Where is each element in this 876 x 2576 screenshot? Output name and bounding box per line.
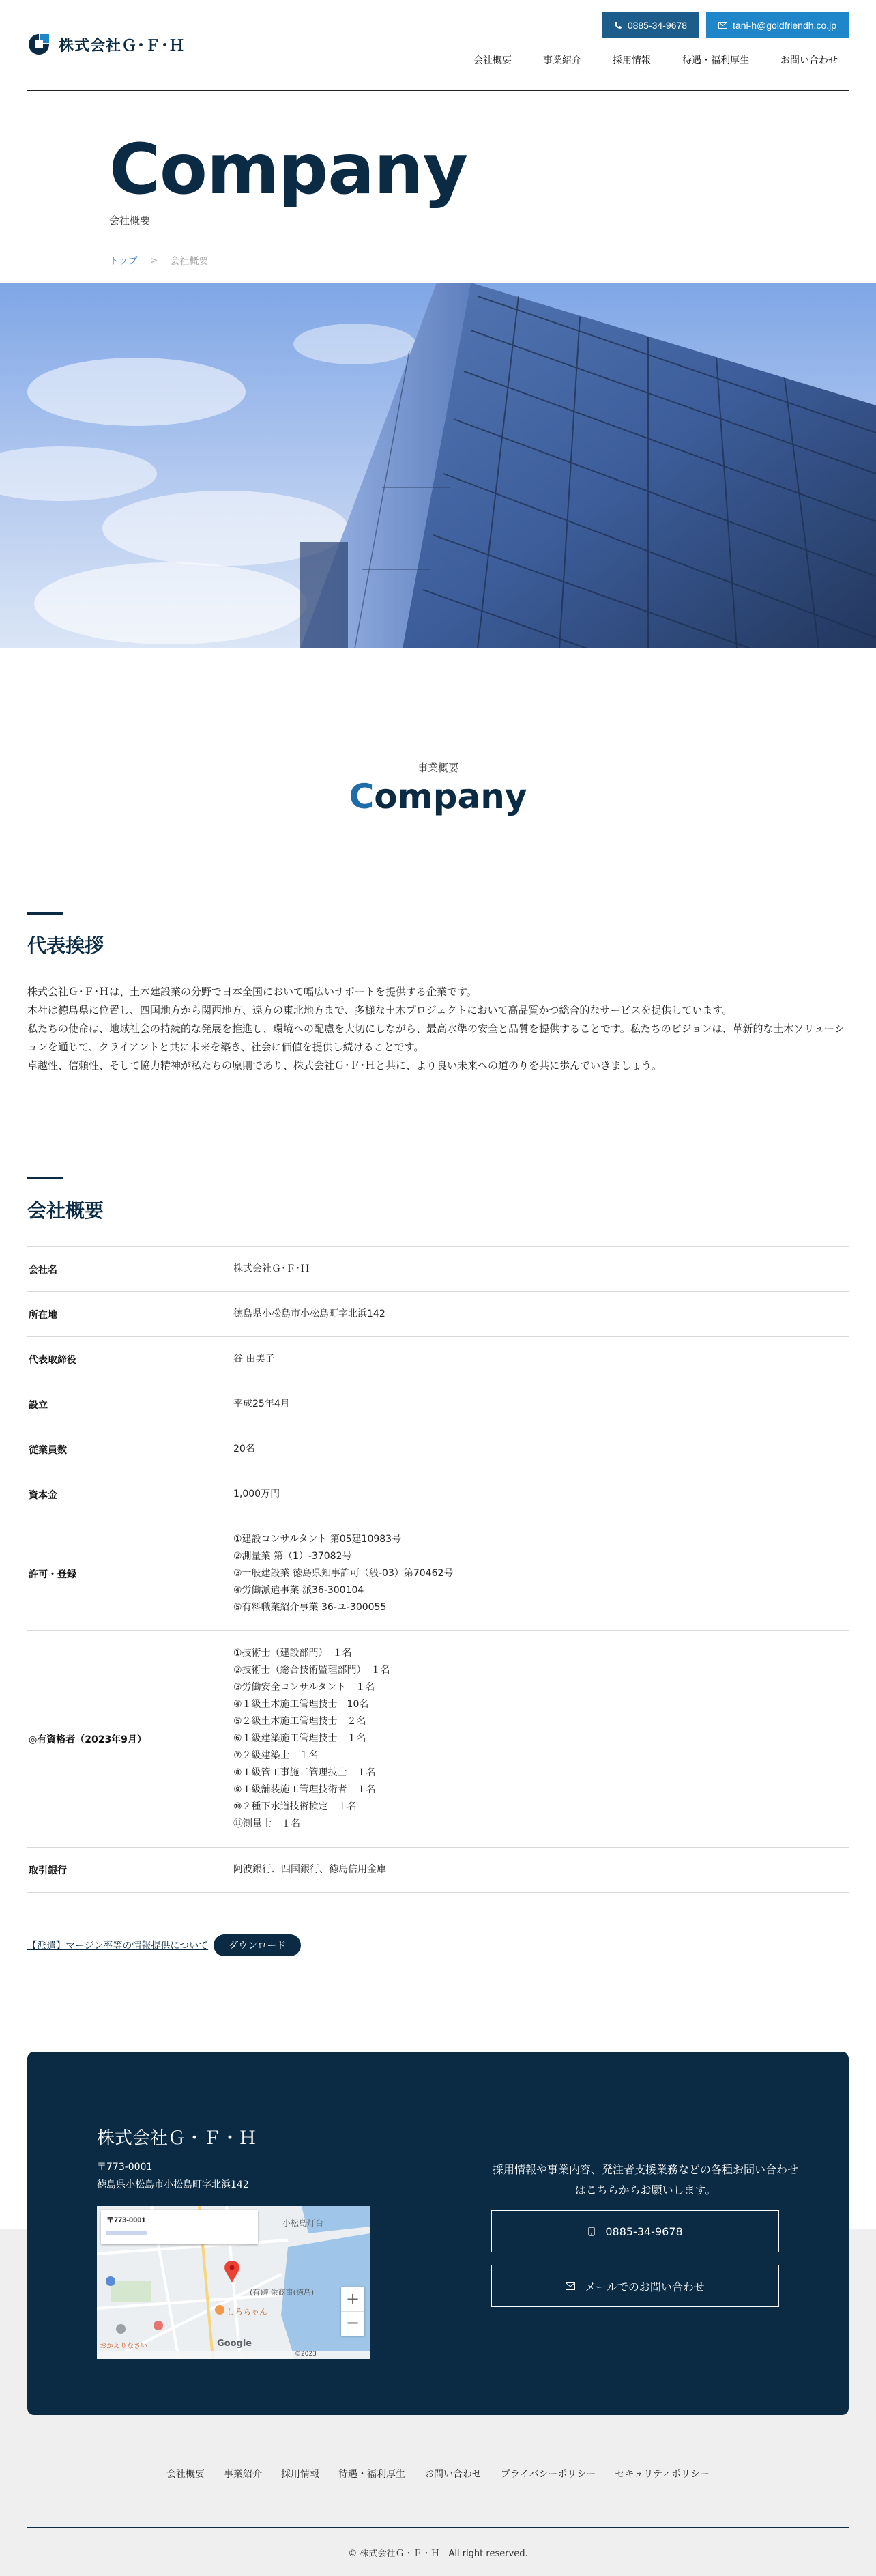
overview-heading: 会社概要 xyxy=(27,1199,104,1222)
qualification-item: ③労働安全コンサルタント １名 xyxy=(233,1682,375,1693)
map-zoom-controls xyxy=(341,2287,364,2336)
greeting-text xyxy=(27,983,853,1075)
hero-building-image xyxy=(0,283,876,648)
nav-item-company[interactable]: 会社概要 xyxy=(473,55,512,66)
row-value: 株式会社Ｇ･Ｆ･Ｈ xyxy=(233,1263,310,1274)
qualification-item: ⑤２級土木施工管理技士 ２名 xyxy=(233,1716,366,1727)
row-label: 取引銀行 xyxy=(29,1865,67,1876)
table-row xyxy=(27,1382,849,1427)
table-row xyxy=(27,1427,849,1472)
footer-address: 徳島県小松島市小松島町字北浜142 xyxy=(97,2179,249,2190)
row-label: 会社名 xyxy=(29,1264,57,1276)
nav-item-recruit[interactable]: 採用情報 xyxy=(613,55,651,66)
header-divider xyxy=(27,90,849,91)
qualification-item: ⑩２種下水道技術検定 １名 xyxy=(233,1801,357,1812)
nav-item-benefits[interactable]: 待遇・福利厚生 xyxy=(682,55,749,66)
row-value: 20名 xyxy=(233,1444,255,1455)
header-mail-label: tani-h@goldfriendh.co.jp xyxy=(733,20,836,31)
table-row-license xyxy=(27,1517,849,1631)
qualification-item: ②技術士（総合技術監理部門） １名 xyxy=(233,1665,390,1676)
greeting-line: 株式会社Ｇ･Ｆ･Ｈは、土木建設業の分野で日本全国において幅広いサポートを提供する企業です。 xyxy=(27,986,477,998)
breadcrumb-home[interactable]: トップ xyxy=(109,256,138,267)
greeting-heading: 代表挨拶 xyxy=(27,934,104,957)
greeting-accent-bar xyxy=(27,912,63,915)
page-subtitle: 会社概要 xyxy=(109,214,151,227)
table-row xyxy=(27,1292,849,1337)
license-item: ③一般建設業 徳島県知事許可（般-03）第70462号 xyxy=(233,1568,454,1579)
row-label: 従業員数 xyxy=(29,1444,67,1456)
row-label: 設立 xyxy=(29,1399,48,1411)
contact-message: 採用情報や事業内容、発注者支援業務などの各種お問い合わせはこちらからお願いします。 xyxy=(492,2163,798,2196)
logo-mark-icon xyxy=(27,33,50,56)
row-value: 徳島県小松島市小松島町字北浜142 xyxy=(233,1308,385,1319)
row-value: 阿波銀行、四国銀行、徳島信用金庫 xyxy=(233,1864,386,1875)
phone-icon xyxy=(587,2227,596,2236)
page-title: Company xyxy=(109,129,468,210)
section-title-rest: ompany xyxy=(374,777,527,816)
qualification-item: ⑥１級建築施工管理技士 １名 xyxy=(233,1733,366,1744)
site-logo[interactable] xyxy=(27,33,185,56)
site-header xyxy=(0,0,876,91)
footer-zip: 〒773-0001 xyxy=(97,2162,153,2173)
footer-nav-company[interactable]: 会社概要 xyxy=(166,2469,205,2480)
contact-tel-button[interactable] xyxy=(491,2210,779,2252)
download-section xyxy=(27,1934,301,1956)
row-value: 1,000万円 xyxy=(233,1489,280,1500)
table-row xyxy=(27,1472,849,1517)
license-item: ②測量業 第（1）-37082号 xyxy=(233,1551,352,1562)
license-item: ④労働派遣事業 派36-300104 xyxy=(233,1585,364,1596)
table-row xyxy=(27,1848,849,1893)
company-overview-table xyxy=(27,1246,849,1893)
map-place-label: おかえりなさい xyxy=(100,2343,147,2350)
section-subtitle: 事業概要 xyxy=(417,762,458,774)
footer-nav-security[interactable]: セキュリティポリシー xyxy=(615,2469,710,2480)
qualification-item: ⑦２級建築士 １名 xyxy=(233,1750,319,1761)
google-logo: Google xyxy=(217,2338,252,2349)
footer-nav-contact[interactable]: お問い合わせ xyxy=(424,2469,482,2480)
map-place-label: しろちゃん xyxy=(227,2307,268,2317)
license-item: ⑤有料職業紹介事業 36-ユ-300055 xyxy=(233,1602,387,1613)
header-tel-button[interactable] xyxy=(602,12,699,38)
zoom-out-button[interactable]: − xyxy=(341,2311,364,2336)
footer-divider xyxy=(27,2527,849,2528)
overview-accent-bar xyxy=(27,1177,63,1179)
qualification-item: ⑧１級管工事施工管理技士 １名 xyxy=(233,1767,376,1778)
qualification-item: ④１級土木施工管理技士 10名 xyxy=(233,1699,369,1710)
nav-item-contact[interactable]: お問い合わせ xyxy=(780,55,838,66)
map-postal-label: 〒773-0001 xyxy=(106,2216,146,2224)
footer-nav-business[interactable]: 事業紹介 xyxy=(224,2469,263,2480)
license-item: ①建設コンサルタント 第05建10983号 xyxy=(233,1534,402,1545)
google-map[interactable] xyxy=(97,2206,370,2359)
greeting-line: 卓越性、信頼性、そして協力精神が私たちの原則であり、株式会社Ｇ･Ｆ･Ｈと共に、より良い未来への道のりを共に歩んでいきましょう。 xyxy=(27,1059,662,1072)
phone-icon xyxy=(614,21,622,29)
map-place-label: (有)新栄商事(徳島) xyxy=(250,2288,315,2297)
map-place-label: 小松島灯台 xyxy=(282,2218,324,2228)
table-row-qualifications xyxy=(27,1631,849,1848)
margin-info-link[interactable]: 【派遣】マージン率等の情報提供について xyxy=(27,1941,209,1951)
row-value: 平成25年4月 xyxy=(233,1399,290,1409)
row-label: 資本金 xyxy=(29,1489,57,1501)
row-value-list xyxy=(233,1531,849,1616)
qualification-item: ①技術士（建設部門） １名 xyxy=(233,1648,352,1659)
breadcrumb-current: 会社概要 xyxy=(170,256,209,267)
contact-panel xyxy=(27,2052,849,2415)
footer-nav xyxy=(0,2467,876,2480)
footer-nav-recruit[interactable]: 採用情報 xyxy=(281,2469,320,2480)
qualification-item: ⑨１級舗装施工管理技術者 １名 xyxy=(233,1784,376,1795)
contact-tel-label: 0885-34-9678 xyxy=(605,2224,683,2238)
map-info-card xyxy=(101,2210,258,2244)
download-button[interactable]: ダウンロード xyxy=(214,1934,301,1956)
contact-mail-label: メールでのお問い合わせ xyxy=(585,2280,705,2293)
row-label: 許可・登録 xyxy=(29,1569,76,1580)
section-title-initial: C xyxy=(349,777,375,816)
mail-icon xyxy=(566,2282,575,2290)
copyright: © 株式会社Ｇ・Ｆ・Ｈ All right reserved. xyxy=(348,2549,528,2559)
table-row xyxy=(27,1337,849,1382)
mail-icon xyxy=(718,22,727,29)
qualification-item: ⑪測量士 １名 xyxy=(233,1818,300,1829)
table-row xyxy=(27,1247,849,1292)
row-label: 所在地 xyxy=(29,1309,57,1321)
row-value-list xyxy=(233,1645,849,1833)
breadcrumb-separator: > xyxy=(149,255,158,266)
footer-nav-privacy[interactable]: プライバシーポリシー xyxy=(501,2469,596,2480)
footer-company-name: 株式会社Ｇ・Ｆ・Ｈ xyxy=(97,2128,257,2149)
nav-item-business[interactable]: 事業紹介 xyxy=(543,55,581,66)
row-label: 代表取締役 xyxy=(29,1354,76,1366)
row-value: 谷 由美子 xyxy=(233,1354,275,1364)
greeting-line: 本社は徳島県に位置し、四国地方から関西地方、遠方の東北地方まで、多様な土木プロジェクトにおいて高品質かつ総合的なサービスを提供しています。 xyxy=(27,1004,733,1016)
footer-nav-benefits[interactable]: 待遇・福利厚生 xyxy=(338,2469,406,2480)
header-mail-button[interactable] xyxy=(706,12,849,38)
logo-text: 株式会社Ｇ･Ｆ･Ｈ xyxy=(59,37,186,55)
breadcrumb xyxy=(109,254,208,268)
map-placeholder-line xyxy=(106,2231,147,2235)
contact-mail-button[interactable] xyxy=(491,2265,779,2307)
greeting-line: 私たちの使命は、地域社会の持続的な発展を推進し、環境への配慮を大切にしながら、最高水準の安全と品質を提供することです。私たちのビジョンは、革新的な土木ソリューションを通じて、クライアントと共に未来を築き、社会に価値を提供し続けることです。 xyxy=(27,1022,845,1053)
header-tel-label: 0885-34-9678 xyxy=(627,20,688,31)
row-label: ◎有資格者（2023年9月） xyxy=(29,1734,147,1745)
section-title xyxy=(0,777,876,816)
zoom-in-button[interactable]: + xyxy=(345,2289,360,2308)
map-copyright: ©2023 xyxy=(295,2351,317,2358)
main-nav xyxy=(473,53,838,67)
